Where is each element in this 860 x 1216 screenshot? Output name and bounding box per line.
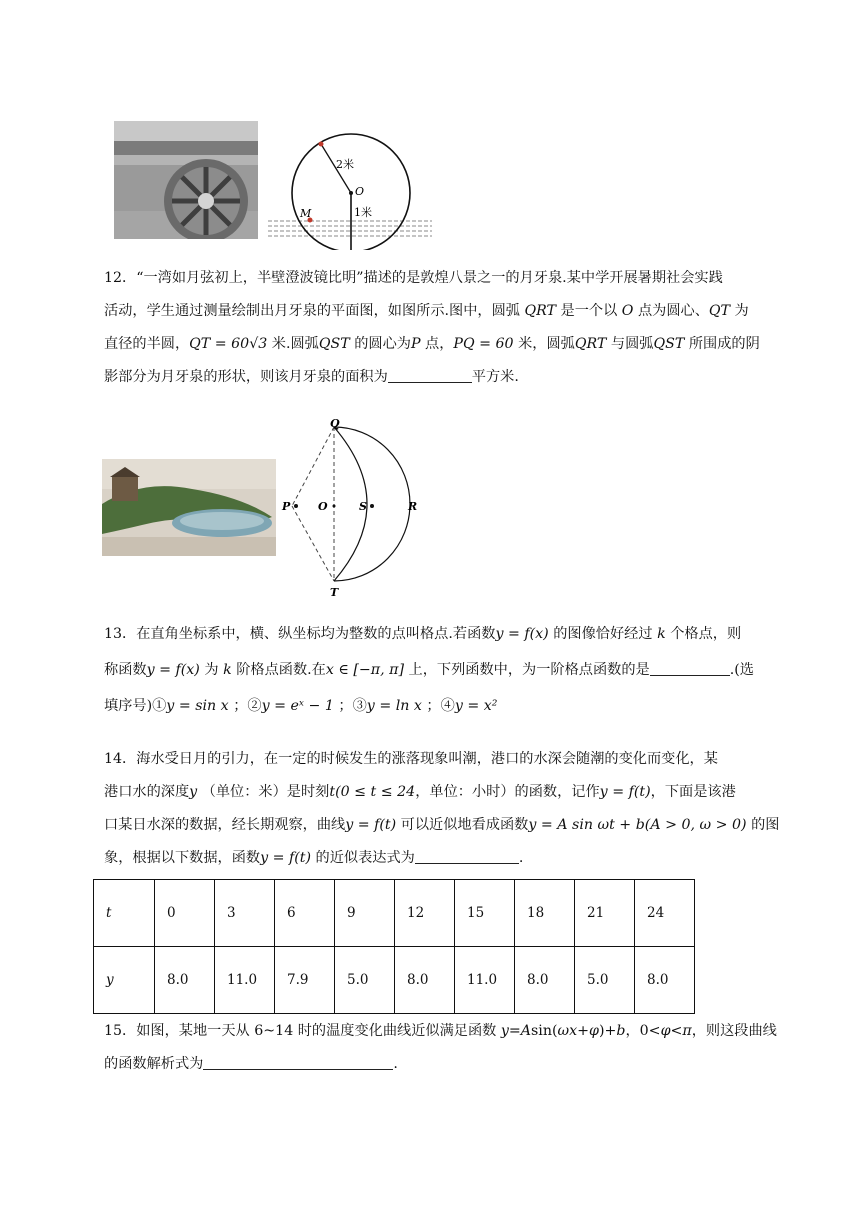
crescent-lake-photo (102, 459, 276, 556)
table-cell: 8.0 (155, 947, 215, 1014)
point-q-label: Q (330, 418, 340, 430)
table-cell: 8.0 (635, 947, 695, 1014)
question-15 (104, 1015, 777, 1081)
point-s-label: S (359, 500, 367, 513)
q14-line-3: 口某日水深的数据，经长期观察，曲线y = f(t) 可以近似地看成函数y = A sin ωt + b(A > 0, ω > 0) 的图 (104, 817, 780, 833)
q13-line-3: 填序号)①y = sin x ；②y = eˣ − 1 ；③y = ln x ；④y = x² (104, 698, 498, 714)
table-cell: 3 (215, 880, 275, 947)
table-cell: 21 (575, 880, 635, 947)
table-cell: 11.0 (215, 947, 275, 1014)
question-14 (104, 743, 780, 875)
q13-line-1: 13．在直角坐标系中，横、纵坐标均为整数的点叫格点.若函数y = f(x) 的图像恰好经过 k 个格点，则 (104, 626, 742, 642)
q14-line-2: 港口水的深度y （单位：米）是时刻t(0 ≤ t ≤ 24，单位：小时）的函数，记作y = f(t)，下面是该港 (104, 784, 736, 800)
center-label: O (355, 185, 365, 198)
answer-blank-13 (650, 661, 730, 676)
table-cell: 6 (275, 880, 335, 947)
q12-line-3: 直径的半圆，QT = 60√3 米.圆弧QST 的圆心为P 点，PQ = 60 米，圆弧QRT 与圆弧QST 所围成的阴 (104, 336, 760, 352)
table-cell: y (94, 947, 155, 1014)
waterwheel-photo (114, 121, 258, 239)
q14-line-1: 14．海水受日月的引力，在一定的时候发生的涨落现象叫潮，港口的水深会随潮的变化而变化，某 (104, 751, 718, 767)
table-cell: 9 (335, 880, 395, 947)
q13-line-2: 称函数y = f(x) 为 k 阶格点函数.在x ∈ [−π, π] 上，下列函数中，为一阶格点函数的是 .(选 (104, 662, 754, 678)
height-label: 1米 (354, 206, 372, 219)
q15-line-1: 15．如图，某地一天从 6~14 时的温度变化曲线近似满足函数 y=Asin(ωx+φ)+b，0<φ<π，则这段曲线 (104, 1023, 777, 1039)
table-cell: t (94, 880, 155, 947)
table-row (94, 880, 695, 947)
q12-line-2: 活动，学生通过测量绘制出月牙泉的平面图，如图所示.图中，圆弧 QRT 是一个以 O 点为圆心、QT 为 (104, 303, 749, 319)
q12-line-1: 12．“一湾如月弦初上，半壁澄波镜比明”描述的是敦煌八景之一的月牙泉.某中学开展暑期社会实践 (104, 270, 723, 286)
table-cell: 5.0 (575, 947, 635, 1014)
answer-blank-14 (415, 849, 519, 864)
radius-label: 2米 (336, 158, 354, 171)
q14-line-4: 象，根据以下数据，函数y = f(t) 的近似表达式为 . (104, 850, 524, 866)
table-cell: 7.9 (275, 947, 335, 1014)
table-cell: 0 (155, 880, 215, 947)
point-r-label: R (408, 500, 418, 513)
crescent-diagram (278, 418, 428, 600)
q12-line-4: 影部分为月牙泉的形状，则该月牙泉的面积为 平方米. (104, 369, 519, 385)
table-cell: 15 (455, 880, 515, 947)
point-p-label: P (282, 500, 291, 513)
table-cell: 5.0 (335, 947, 395, 1014)
table-row (94, 947, 695, 1014)
answer-blank-12 (388, 368, 472, 383)
table-cell: 8.0 (515, 947, 575, 1014)
table-cell: 11.0 (455, 947, 515, 1014)
table-cell: 18 (515, 880, 575, 947)
waterwheel-diagram (266, 120, 436, 250)
question-12 (104, 262, 758, 394)
question-13 (104, 616, 758, 724)
point-m-label: M (300, 207, 312, 220)
answer-blank-15 (203, 1055, 393, 1070)
point-t-label: T (330, 586, 339, 599)
table-cell: 8.0 (395, 947, 455, 1014)
q15-line-2: 的函数解析式为 . (104, 1056, 398, 1072)
table-cell: 24 (635, 880, 695, 947)
point-o-label: O (318, 500, 328, 513)
depth-data-table (93, 879, 695, 1014)
table-cell: 12 (395, 880, 455, 947)
